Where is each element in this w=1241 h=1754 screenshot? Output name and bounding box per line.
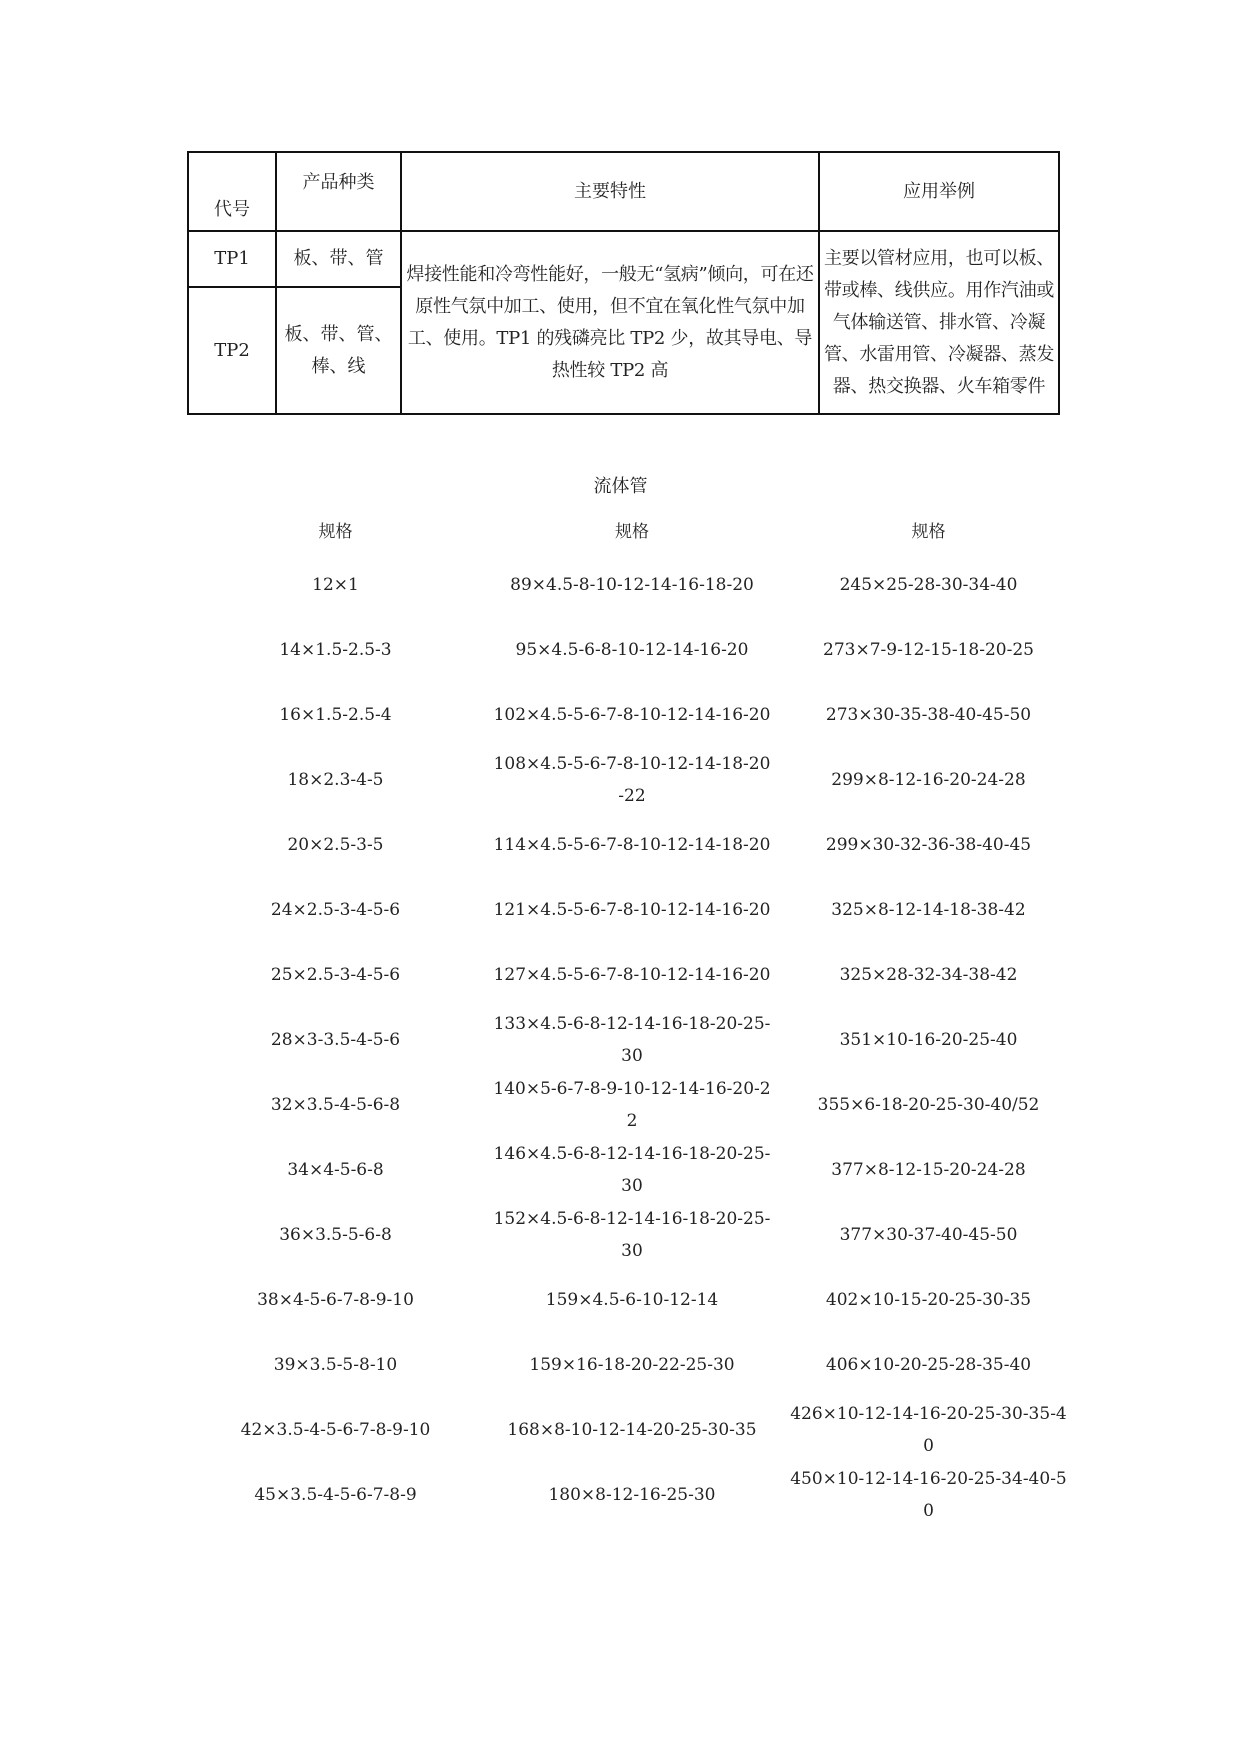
spec-header-row bbox=[187, 512, 1077, 552]
spec-cell bbox=[484, 1203, 780, 1267]
spec-value: 38×4-5-6-7-8-9-10 bbox=[257, 1289, 414, 1310]
spec-value: 325×28-32-34-38-42 bbox=[839, 964, 1018, 985]
spec-cell bbox=[780, 1398, 1077, 1462]
spec-cell bbox=[187, 1219, 484, 1251]
characteristics-cell: 焊接性能和冷弯性能好，一般无“氢病”倾向，可在还原性气氛中加工、使用，但不宜在氧化性气氛中加工、使用。TP1 的残磷亮比 TP2 少，故其导电、导热性较 TP2 高 bbox=[401, 231, 819, 414]
spec-cell bbox=[780, 699, 1077, 731]
spec-value: 450×10-12-14-16-20-25-34-40-50 bbox=[790, 1468, 1067, 1521]
spec-cell bbox=[187, 634, 484, 666]
spec-cell bbox=[780, 1154, 1077, 1186]
spec-value: 133×4.5-6-8-12-14-16-18-20-25-30 bbox=[493, 1013, 771, 1066]
spec-row bbox=[187, 1462, 1077, 1527]
spec-value: 159×4.5-6-10-12-14 bbox=[545, 1289, 719, 1310]
spec-value: 39×3.5-5-8-10 bbox=[273, 1354, 398, 1375]
spec-value: 325×8-12-14-18-38-42 bbox=[831, 899, 1026, 920]
spec-cell bbox=[780, 1284, 1077, 1316]
spec-cell bbox=[187, 699, 484, 731]
spec-cell bbox=[780, 1463, 1077, 1527]
spec-cell bbox=[484, 634, 780, 666]
spec-row bbox=[187, 1202, 1077, 1267]
spec-cell bbox=[484, 1008, 780, 1072]
spec-value: 16×1.5-2.5-4 bbox=[279, 704, 392, 725]
spec-row bbox=[187, 682, 1077, 747]
spec-value: 12×1 bbox=[312, 574, 359, 595]
spec-cell bbox=[187, 569, 484, 601]
material-table-header-row bbox=[188, 152, 1059, 231]
spec-value: 377×8-12-15-20-24-28 bbox=[831, 1159, 1026, 1180]
spec-row bbox=[187, 1137, 1077, 1202]
spec-value: 273×7-9-12-15-18-20-25 bbox=[823, 639, 1034, 660]
spec-cell bbox=[187, 829, 484, 861]
spec-value: 273×30-35-38-40-45-50 bbox=[825, 704, 1032, 725]
spec-value: 377×30-37-40-45-50 bbox=[839, 1224, 1018, 1245]
spec-row bbox=[187, 1397, 1077, 1462]
spec-value: 146×4.5-6-8-12-14-16-18-20-25-30 bbox=[493, 1143, 771, 1196]
header-code: 代号 bbox=[188, 152, 276, 231]
spec-cell bbox=[187, 1414, 484, 1446]
spec-cell bbox=[484, 1349, 780, 1381]
row-product: 板、带、管 bbox=[276, 231, 401, 287]
spec-cell bbox=[780, 569, 1077, 601]
row-product: 板、带、管、棒、线 bbox=[276, 287, 401, 414]
spec-value: 426×10-12-14-16-20-25-30-35-40 bbox=[790, 1403, 1067, 1456]
spec-value: 406×10-20-25-28-35-40 bbox=[825, 1354, 1032, 1375]
spec-row bbox=[187, 617, 1077, 682]
spec-value: 20×2.5-3-5 bbox=[287, 834, 384, 855]
spec-cell bbox=[187, 1089, 484, 1121]
spec-row bbox=[187, 1007, 1077, 1072]
spec-column-header: 规格 bbox=[911, 522, 946, 542]
spec-cell bbox=[780, 1024, 1077, 1056]
spec-value: 245×25-28-30-34-40 bbox=[839, 574, 1018, 595]
fluid-pipe-title: 流体管 bbox=[593, 476, 648, 497]
spec-cell bbox=[187, 764, 484, 796]
spec-value: 95×4.5-6-8-10-12-14-16-20 bbox=[515, 639, 749, 660]
spec-value: 127×4.5-5-6-7-8-10-12-14-16-20 bbox=[493, 964, 771, 985]
spec-value: 299×30-32-36-38-40-45 bbox=[825, 834, 1032, 855]
spec-value: 34×4-5-6-8 bbox=[287, 1159, 384, 1180]
spec-cell bbox=[484, 1479, 780, 1511]
spec-value: 351×10-16-20-25-40 bbox=[839, 1029, 1018, 1050]
spec-value: 18×2.3-4-5 bbox=[287, 769, 384, 790]
spec-value: 159×16-18-20-22-25-30 bbox=[529, 1354, 735, 1375]
spec-cell bbox=[187, 1349, 484, 1381]
spec-value: 140×5-6-7-8-9-10-12-14-16-20-22 bbox=[493, 1078, 771, 1131]
spec-cell bbox=[187, 1154, 484, 1186]
spec-cell bbox=[187, 959, 484, 991]
spec-cell bbox=[484, 959, 780, 991]
spec-cell bbox=[780, 894, 1077, 926]
spec-value: 121×4.5-5-6-7-8-10-12-14-16-20 bbox=[493, 899, 771, 920]
spec-value: 14×1.5-2.5-3 bbox=[279, 639, 392, 660]
spec-row bbox=[187, 552, 1077, 617]
spec-cell bbox=[780, 959, 1077, 991]
spec-row bbox=[187, 812, 1077, 877]
spec-cell bbox=[484, 748, 780, 812]
spec-cell bbox=[780, 1089, 1077, 1121]
material-table-row bbox=[188, 231, 1059, 287]
spec-value: 180×8-12-16-25-30 bbox=[548, 1484, 716, 1505]
spec-value: 168×8-10-12-14-20-25-30-35 bbox=[507, 1419, 757, 1440]
spec-row bbox=[187, 877, 1077, 942]
header-applications: 应用举例 bbox=[819, 152, 1059, 231]
spec-row bbox=[187, 1267, 1077, 1332]
spec-value: 152×4.5-6-8-12-14-16-18-20-25-30 bbox=[493, 1208, 771, 1261]
spec-value: 108×4.5-5-6-7-8-10-12-14-18-20-22 bbox=[493, 753, 771, 806]
row-code: TP1 bbox=[188, 231, 276, 287]
spec-cell bbox=[484, 1073, 780, 1137]
spec-value: 25×2.5-3-4-5-6 bbox=[270, 964, 401, 985]
spec-cell bbox=[484, 894, 780, 926]
spec-cell bbox=[780, 764, 1077, 796]
spec-cell bbox=[187, 894, 484, 926]
spec-value: 45×3.5-4-5-6-7-8-9 bbox=[254, 1484, 417, 1505]
material-table bbox=[187, 151, 1060, 415]
spec-value: 32×3.5-4-5-6-8 bbox=[270, 1094, 401, 1115]
spec-cell bbox=[484, 1138, 780, 1202]
spec-cell bbox=[484, 569, 780, 601]
spec-value: 299×8-12-16-20-24-28 bbox=[831, 769, 1026, 790]
spec-value: 28×3-3.5-4-5-6 bbox=[270, 1029, 401, 1050]
applications-cell: 主要以管材应用，也可以板、带或棒、线供应。用作汽油或气体输送管、排水管、冷凝管、水雷用管、冷凝器、蒸发器、热交换器、火车箱零件 bbox=[819, 231, 1059, 414]
spec-cell bbox=[780, 634, 1077, 666]
fluid-pipe-spec-grid bbox=[187, 512, 1077, 1527]
spec-cell bbox=[780, 1219, 1077, 1251]
header-product-type: 产品种类 bbox=[276, 152, 401, 231]
spec-cell bbox=[780, 829, 1077, 861]
spec-cell bbox=[484, 829, 780, 861]
spec-value: 402×10-15-20-25-30-35 bbox=[825, 1289, 1032, 1310]
spec-value: 42×3.5-4-5-6-7-8-9-10 bbox=[240, 1419, 431, 1440]
spec-row bbox=[187, 1332, 1077, 1397]
spec-cell bbox=[780, 1349, 1077, 1381]
spec-cell bbox=[187, 1479, 484, 1511]
spec-cell bbox=[484, 1414, 780, 1446]
spec-cell bbox=[484, 699, 780, 731]
row-code: TP2 bbox=[188, 287, 276, 414]
spec-cell bbox=[187, 1024, 484, 1056]
spec-value: 24×2.5-3-4-5-6 bbox=[270, 899, 401, 920]
spec-value: 355×6-18-20-25-30-40/52 bbox=[817, 1094, 1040, 1115]
spec-row bbox=[187, 942, 1077, 1007]
spec-column-header: 规格 bbox=[318, 522, 353, 542]
spec-value: 36×3.5-5-6-8 bbox=[279, 1224, 392, 1245]
spec-cell bbox=[484, 1284, 780, 1316]
spec-value: 114×4.5-5-6-7-8-10-12-14-18-20 bbox=[493, 834, 771, 855]
header-characteristics: 主要特性 bbox=[401, 152, 819, 231]
spec-cell bbox=[187, 1284, 484, 1316]
spec-column-header: 规格 bbox=[615, 522, 649, 542]
spec-row bbox=[187, 747, 1077, 812]
spec-row bbox=[187, 1072, 1077, 1137]
spec-value: 102×4.5-5-6-7-8-10-12-14-16-20 bbox=[493, 704, 771, 725]
spec-value: 89×4.5-8-10-12-14-16-18-20 bbox=[510, 574, 754, 595]
